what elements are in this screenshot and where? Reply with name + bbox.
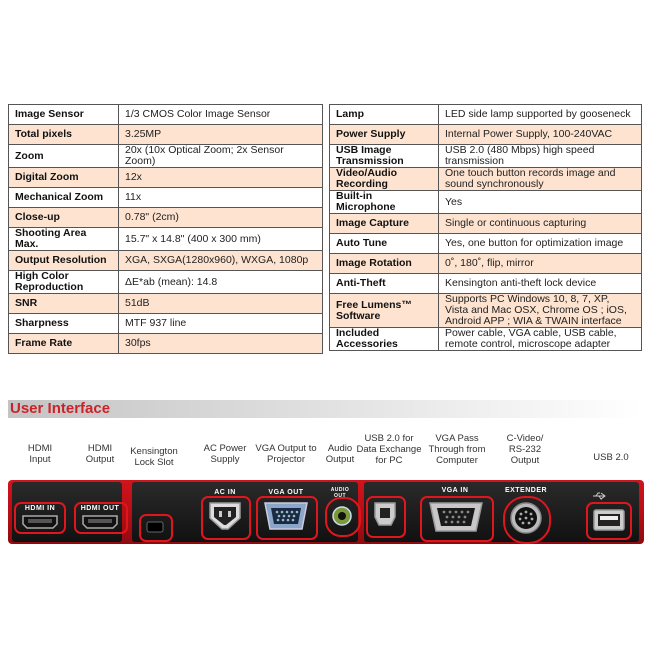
spec-label: Image Capture [330,214,439,234]
spec-table-left [8,104,323,354]
spec-label: Image Sensor [9,105,119,125]
spec-table-right [329,104,642,351]
spec-label: Frame Rate [9,334,119,354]
spec-value: Yes [439,191,642,214]
spec-value: 3.25MP [119,125,323,145]
section-title: User Interface [10,400,111,417]
spec-value: 0˚, 180˚, flip, mirror [439,254,642,274]
spec-label: Output Resolution [9,251,119,271]
spec-value: 0.78" (2cm) [119,208,323,228]
spec-row [9,251,323,271]
spec-value: Supports PC Windows 10, 8, 7, XP, Vista and Mac OSX, Chrome OS ; iOS, Android APP ; WIA & TWAIN interface [439,294,642,328]
panel-text-vga-out: VGA OUT [268,489,304,496]
spec-label: Lamp [330,105,439,125]
label-ac-power: AC Power Supply [203,443,247,465]
panel-text-extender: EXTENDER [504,487,548,494]
spec-label: Sharpness [9,314,119,334]
highlight-hdmi-out [74,502,128,534]
spec-row [9,208,323,228]
spec-value: MTF 937 line [119,314,323,334]
spec-value: Power cable, VGA cable, USB cable, remote control, microscope adapter [439,328,642,351]
spec-label: Mechanical Zoom [9,188,119,208]
spec-row [330,234,642,254]
panel-text-hdmi-out: HDMI OUT [80,505,120,512]
spec-row [330,125,642,145]
spec-row [9,105,323,125]
panel-text-audio: AUDIO OUT [330,487,350,499]
section-banner [8,400,642,418]
spec-value: 51dB [119,294,323,314]
spec-row [9,334,323,354]
spec-label: Anti-Theft [330,274,439,294]
label-vga-pass: VGA Pass Through from Computer [428,433,486,466]
spec-label: Total pixels [9,125,119,145]
spec-value: 15.7" x 14.8" (400 x 300 mm) [119,228,323,251]
spec-row [9,145,323,168]
highlight-vga-out [256,496,318,540]
highlight-hdmi-in [14,502,66,534]
label-vga-output: VGA Output to Projector [255,443,317,465]
panel-text-vga-in: VGA IN [441,487,469,494]
spec-value: One touch button records image and sound synchronously [439,168,642,191]
spec-label: Digital Zoom [9,168,119,188]
spec-value: LED side lamp supported by gooseneck [439,105,642,125]
spec-row [9,228,323,251]
usb-symbol-icon [592,492,606,500]
highlight-usb-a [586,502,632,540]
spec-label: Built-in Microphone [330,191,439,214]
label-cvideo: C-Video/ RS-232 Output [506,433,544,466]
highlight-audio [325,497,361,537]
spec-row [330,191,642,214]
spec-label: Video/Audio Recording [330,168,439,191]
spec-value: ΔE*ab (mean): 14.8 [119,271,323,294]
spec-label: Auto Tune [330,234,439,254]
spec-row [330,168,642,191]
spec-label: Image Rotation [330,254,439,274]
spec-row [330,328,642,351]
panel-text-ac-in: AC IN [214,489,236,496]
spec-value: 30fps [119,334,323,354]
highlight-vga-in [420,496,494,542]
spec-row [9,294,323,314]
spec-value: Yes, one button for optimization image [439,234,642,254]
spec-label: Close-up [9,208,119,228]
spec-label: Free Lumens™ Software [330,294,439,328]
label-hdmi-output: HDMI Output [85,443,115,465]
spec-label: USB Image Transmission [330,145,439,168]
label-audio-output: Audio Output [325,443,355,465]
spec-value: Internal Power Supply, 100-240VAC [439,125,642,145]
label-usb-pc: USB 2.0 for Data Exchange for PC [356,433,422,466]
label-usb2: USB 2.0 [593,452,629,463]
label-hdmi-input: HDMI Input [27,443,53,465]
spec-row [330,274,642,294]
spec-value: 12x [119,168,323,188]
spec-row [330,214,642,234]
spec-row [9,271,323,294]
spec-row [330,145,642,168]
spec-value: Single or continuous capturing [439,214,642,234]
spec-label: Zoom [9,145,119,168]
highlight-ac-power [201,496,251,540]
spec-value: 11x [119,188,323,208]
spec-value: XGA, SXGA(1280x960), WXGA, 1080p [119,251,323,271]
spec-label: SNR [9,294,119,314]
spec-label: High Color Reproduction [9,271,119,294]
highlight-mini-din [503,496,551,544]
highlight-usb-b [366,496,406,538]
spec-label: Shooting Area Max. [9,228,119,251]
spec-value: USB 2.0 (480 Mbps) high speed transmission [439,145,642,168]
spec-row [9,168,323,188]
spec-label: Included Accessories [330,328,439,351]
label-kensington: Kensington Lock Slot [130,446,178,468]
spec-row [9,125,323,145]
highlight-kensington [139,514,173,542]
spec-row [9,314,323,334]
panel-text-hdmi-in: HDMI IN [24,505,56,512]
spec-label: Power Supply [330,125,439,145]
spec-value: 1/3 CMOS Color Image Sensor [119,105,323,125]
spec-row [9,188,323,208]
spec-value: 20x (10x Optical Zoom; 2x Sensor Zoom) [119,145,323,168]
spec-row [330,105,642,125]
spec-row [330,254,642,274]
spec-value: Kensington anti-theft lock device [439,274,642,294]
spec-row [330,294,642,328]
